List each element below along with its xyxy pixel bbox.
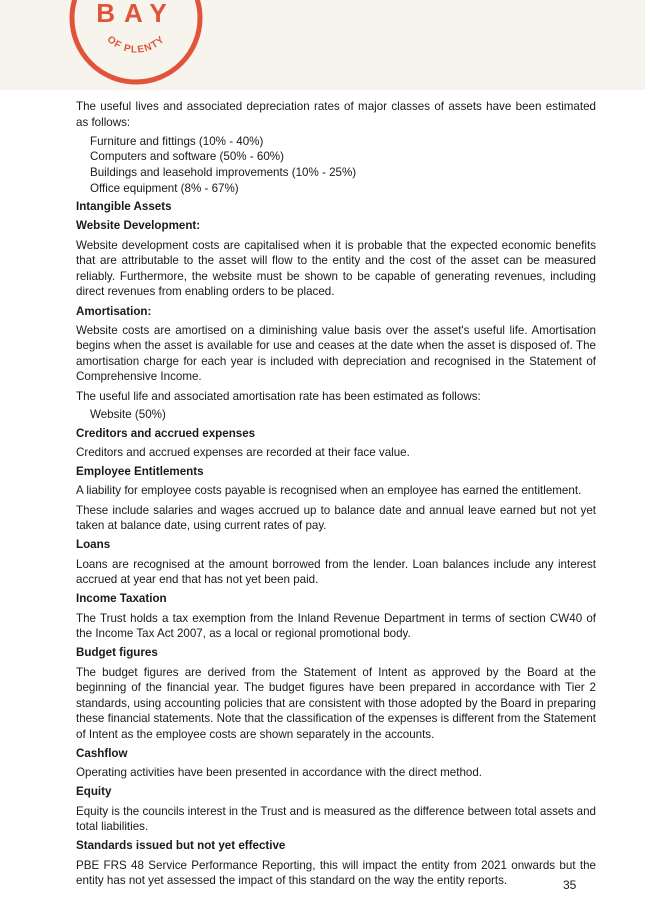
equity-text: Equity is the councils interest in the Trust and is measured as the difference between total assets and total liabilities. xyxy=(76,804,596,834)
amortisation-list xyxy=(76,407,596,423)
list-item: Furniture and fittings (10% - 40%) xyxy=(90,134,264,148)
amortisation-heading: Amortisation: xyxy=(76,304,152,318)
employee-entitlements-text-1: A liability for employee costs payable is recognised when an employee has earned the entitlement. xyxy=(76,484,582,498)
cashflow-heading: Cashflow xyxy=(76,747,128,761)
creditors-text: Creditors and accrued expenses are recorded at their face value. xyxy=(76,446,410,460)
logo-subtitle: OF PLENTY xyxy=(104,34,168,56)
bay-of-plenty-logo xyxy=(66,0,206,88)
budget-figures-text: The budget figures are derived from the Statement of Intent as approved by the Board at the beginning of the financial year. The budget figures have been prepared in accordance with Tier 2 standards, using accounting policies that are consistent with those adopted by the Board in preparing these financial statements. Note that the classification of the expenses is different from the Statement of Intent as the employee costs are shown separately in the accounts. xyxy=(76,665,596,741)
employee-entitlements-heading: Employee Entitlements xyxy=(76,465,204,479)
list-item: Website (50%) xyxy=(90,408,166,422)
list-item: Office equipment (8% - 67%) xyxy=(90,181,239,195)
standards-text: PBE FRS 48 Service Performance Reporting, this will impact the entity from 2021 onwards but the entity has not yet assessed the impact of this standard on the way the entity reports. xyxy=(76,858,596,888)
list-item: Buildings and leasehold improvements (10% - 25%) xyxy=(90,165,357,179)
loans-heading: Loans xyxy=(76,538,111,552)
creditors-heading: Creditors and accrued expenses xyxy=(76,426,256,440)
loans-text: Loans are recognised at the amount borrowed from the lender. Loan balances include any interest accrued at year end that has not yet been paid. xyxy=(76,557,596,587)
employee-entitlements-text-2: These include salaries and wages accrued up to balance date and annual leave earned but not yet taken at balance date, using current rates of pay. xyxy=(76,503,596,533)
budget-figures-heading: Budget figures xyxy=(76,646,158,660)
logo-word: BAY xyxy=(96,0,176,28)
document-body xyxy=(76,99,596,892)
amortisation-text: Website costs are amortised on a diminishing value basis over the asset's useful life. Amortisation begins when the asset is available for use and ceases at the date when the asset is disposed of. The amortisation charge for each year is included with depreciation and recognised in the Statement of Comprehensive Income. xyxy=(76,323,596,384)
equity-heading: Equity xyxy=(76,785,112,799)
asset-classes-list xyxy=(76,134,596,196)
income-taxation-heading: Income Taxation xyxy=(76,592,167,606)
page-number: 35 xyxy=(563,878,577,892)
cashflow-text: Operating activities have been presented in accordance with the direct method. xyxy=(76,766,483,780)
website-development-text: Website development costs are capitalised when it is probable that the expected economic benefits that are attributable to the asset will flow to the entity and the cost of the asset can be measured reliably. Furthermore, the website must be shown to be capable of generating revenues, including direct revenues from enabling orders to be placed. xyxy=(76,238,596,299)
intangible-assets-heading: Intangible Assets xyxy=(76,200,172,214)
website-development-heading: Website Development: xyxy=(76,219,201,233)
list-item: Computers and software (50% - 60%) xyxy=(90,150,284,164)
standards-heading: Standards issued but not yet effective xyxy=(76,839,286,853)
amortisation-rate-intro: The useful life and associated amortisation rate has been estimated as follows: xyxy=(76,389,481,403)
depreciation-intro: The useful lives and associated depreciation rates of major classes of assets have been estimated as follows: xyxy=(76,100,596,129)
income-taxation-text: The Trust holds a tax exemption from the Inland Revenue Department in terms of section CW40 of the Income Tax Act 2007, as a local or regional promotional body. xyxy=(76,611,596,641)
